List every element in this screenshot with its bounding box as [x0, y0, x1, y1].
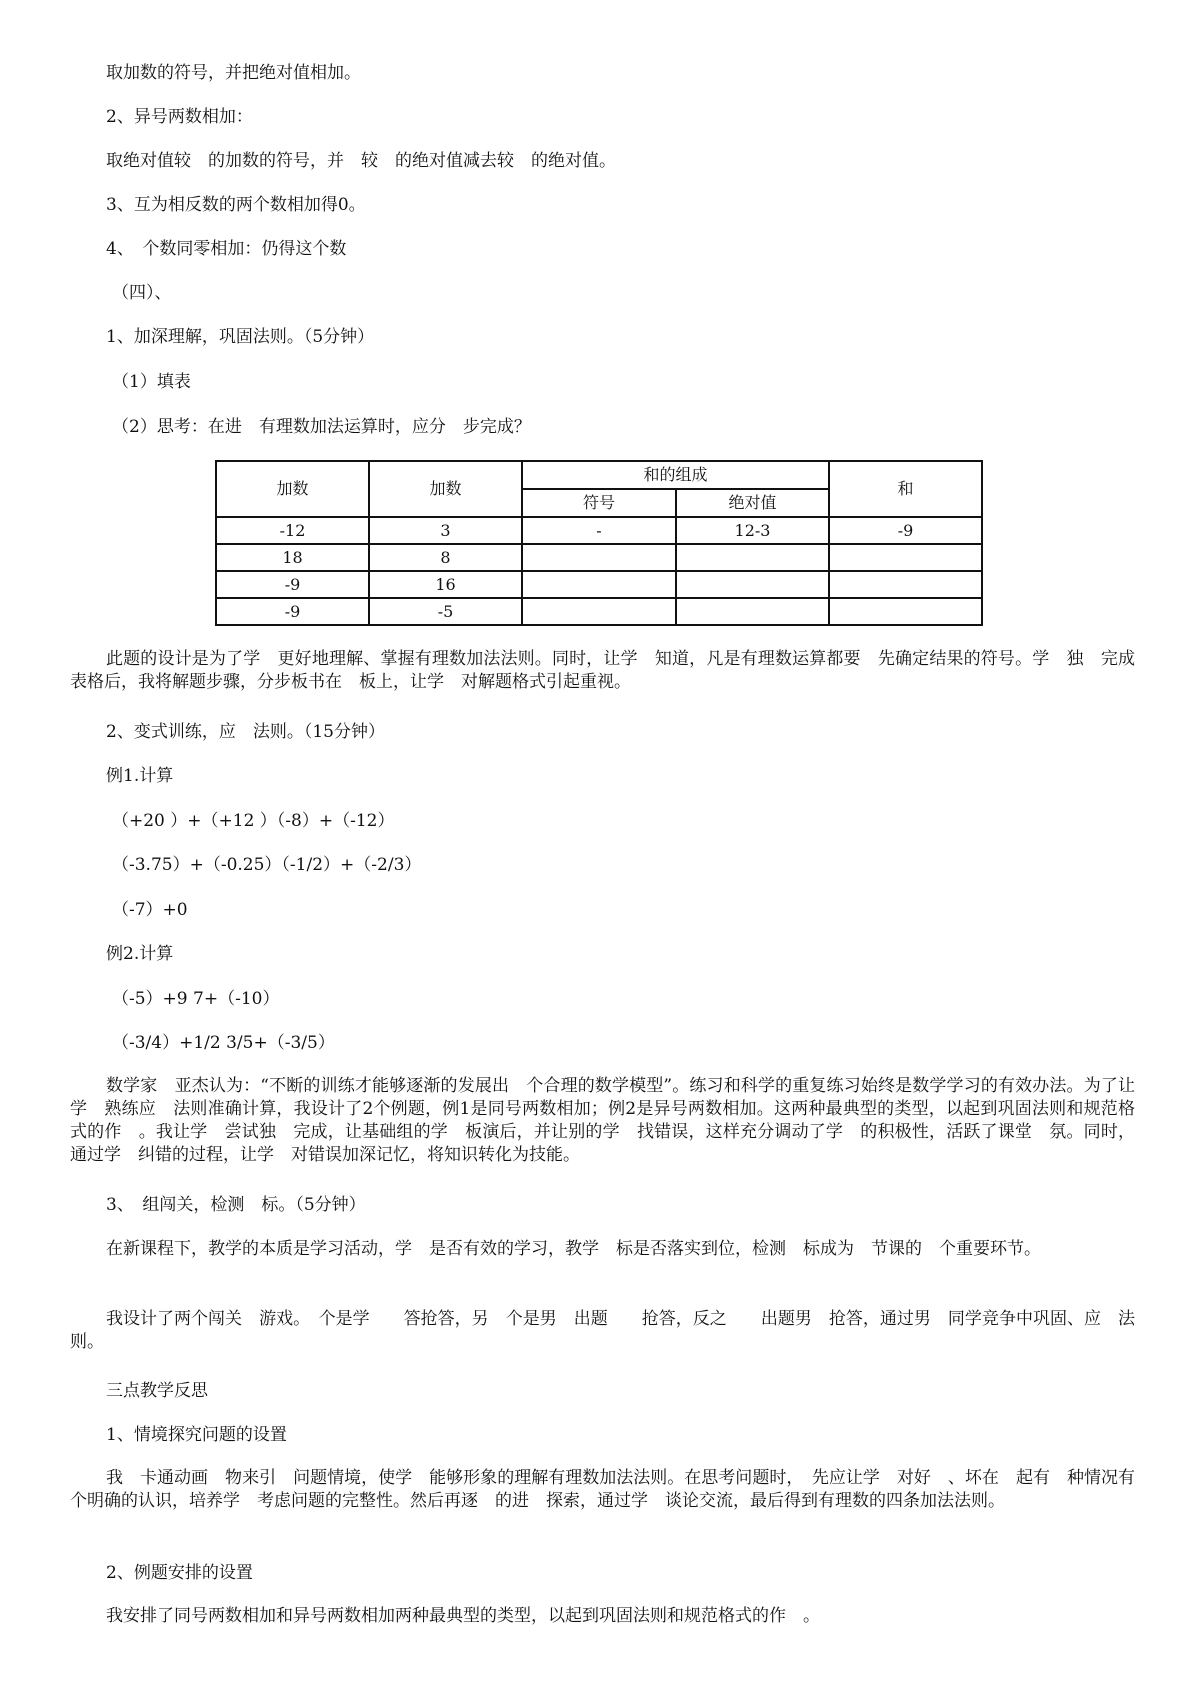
text-line: 例2.计算	[106, 944, 174, 964]
table-row	[216, 571, 982, 598]
table-cell: 16	[369, 571, 522, 598]
header-addend1: 加数	[216, 461, 369, 517]
header-sign: 符号	[522, 489, 676, 517]
table-row	[216, 517, 982, 544]
table-row	[216, 598, 982, 625]
table-cell	[829, 571, 982, 598]
text-line: 2、变式训练，应 法则。（15分钟）	[106, 722, 385, 742]
paragraph: 在新课程下，教学的本质是学习活动，学 是否有效的学习，教学 标是否落实到位，检测 标成为 节课的 个重要环节。	[106, 1239, 1041, 1259]
text-line: （+20 ）+（+12 ）（-8）+（-12）	[112, 811, 395, 831]
header-abs: 绝对值	[676, 489, 829, 517]
table-cell	[676, 544, 829, 571]
table-cell: 12-3	[676, 517, 829, 544]
table-header-row	[216, 461, 982, 489]
section-heading: （四）、	[112, 283, 172, 303]
table-cell	[829, 598, 982, 625]
text-line: 4、 个数同零相加：仍得这个数	[106, 239, 347, 259]
paragraph: 此题的设计是为了学 更好地理解、掌握有理数加法法则。同时，让学 知道，凡是有理数运算都要 先确定结果的符号。学 独 完成表格后，我将解题步骤，分步板书在 板上，让学 对解题格式引起重视。	[70, 649, 1135, 692]
paragraph: 我设计了两个闯关 游戏。 个是学 答抢答，另 个是男 出题 抢答，反之 出题男 抢答，通过男 同学竞争中巩固、应 法则。	[70, 1309, 1135, 1352]
table-cell	[829, 544, 982, 571]
header-addend2: 加数	[369, 461, 522, 517]
text-line: （-5）+9 7+（-10）	[112, 989, 280, 1009]
text-line: 1、情境探究问题的设置	[106, 1425, 287, 1445]
header-composition: 和的组成	[522, 461, 829, 489]
table-cell	[676, 571, 829, 598]
table-cell: -5	[369, 598, 522, 625]
table-cell: 3	[369, 517, 522, 544]
text-line: 取绝对值较 的加数的符号，并 较 的绝对值减去较 的绝对值。	[106, 151, 616, 171]
section-heading: 三点教学反思	[106, 1381, 208, 1401]
text-line: 2、异号两数相加：	[106, 107, 253, 127]
table-cell	[522, 598, 676, 625]
paragraph: 我安排了同号两数相加和异号两数相加两种最典型的类型，以起到巩固法则和规范格式的作 。	[106, 1606, 820, 1626]
table-cell: -	[522, 517, 676, 544]
addition-table	[215, 460, 983, 626]
table-cell: -9	[829, 517, 982, 544]
table-cell: -9	[216, 571, 369, 598]
text-line: 1、加深理解，巩固法则。（5分钟）	[106, 327, 375, 347]
text-line: （1）填表	[112, 372, 191, 392]
text-line: （2）思考：在进 有理数加法运算时，应分 步完成？	[112, 417, 531, 437]
header-sum: 和	[829, 461, 982, 517]
text-line: （-7）+0	[112, 900, 188, 920]
paragraph: 我 卡通动画 物来引 问题情境，使学 能够形象的理解有理数加法法则。在思考问题时， 先应让学 对好 、坏在 起有 种情况有 个明确的认识，培养学 考虑问题的完整性。然后再逐 的进 探索，通过学 谈论交流，最后得到有理数的四条加法法则。	[70, 1468, 1152, 1511]
text-line: 3、互为相反数的两个数相加得0。	[106, 195, 366, 215]
table-cell	[676, 598, 829, 625]
text-line: 取加数的符号，并把绝对值相加。	[106, 63, 361, 83]
table-cell: -12	[216, 517, 369, 544]
table-cell: 18	[216, 544, 369, 571]
table-cell	[522, 544, 676, 571]
text-line: （-3/4）+1/2 3/5+（-3/5）	[112, 1033, 335, 1053]
table-cell	[522, 571, 676, 598]
text-line: 3、 组闯关，检测 标。（5分钟）	[106, 1195, 366, 1215]
table-cell: 8	[369, 544, 522, 571]
table-cell: -9	[216, 598, 369, 625]
text-line: 例1.计算	[106, 766, 174, 786]
paragraph: 数学家 亚杰认为：“不断的训练才能够逐渐的发展出 个合理的数学模型”。练习和科学的重复练习始终是数学学习的有效办法。为了让学 熟练应 法则准确计算，我设计了2个例题，例1是同号两数相加；例2是异号两数相加。这两种最典型的类型，以起到巩固法则和规范格式的作 。我让学 尝试独 完成，让基础组的学 板演后，并让别的学 找错误，这样充分调动了学 的积极性，活跃了课堂 氛。同时，通过学 纠错的过程，让学 对错误加深记忆，将知识转化为技能。	[70, 1076, 1135, 1165]
text-line: 2、例题安排的设置	[106, 1563, 253, 1583]
text-line: （-3.75）+（-0.25）（-1/2）+（-2/3）	[112, 855, 422, 875]
table-row	[216, 544, 982, 571]
